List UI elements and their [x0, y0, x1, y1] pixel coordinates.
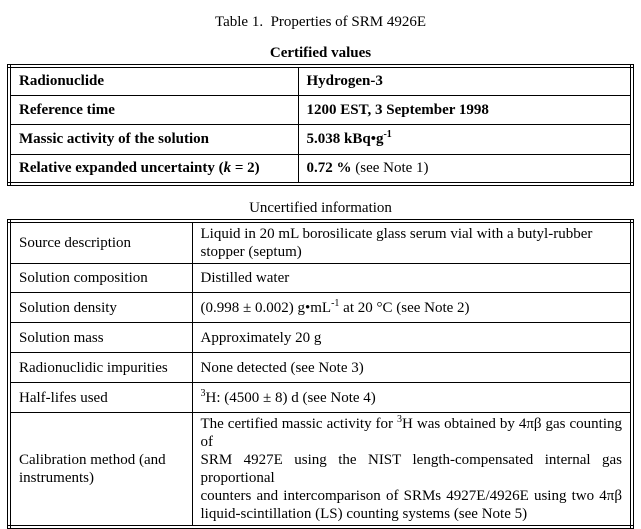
row-label: Calibration method (and instruments): [9, 413, 192, 528]
uncertified-information-heading: Uncertified information: [249, 200, 392, 216]
row-label: [9, 154, 298, 184]
row-value: [192, 221, 632, 264]
table-row: [9, 66, 632, 95]
table-row: [9, 413, 632, 528]
value-note: (see Note 1): [351, 160, 429, 177]
table-row: [9, 264, 632, 293]
row-value: [192, 383, 632, 413]
row-label: Source description: [9, 221, 192, 264]
label-text: = 2): [231, 160, 260, 177]
table-row: [9, 95, 632, 124]
row-label: Radionuclidic impurities: [9, 353, 192, 383]
superscript: 3: [200, 387, 206, 399]
row-label: Radionuclide: [9, 66, 298, 95]
table-caption: Table 1. Properties of SRM 4926E: [214, 14, 426, 30]
table-row: [9, 323, 632, 353]
row-value: [298, 124, 632, 154]
label-text: Relative expanded uncertainty (: [19, 160, 224, 177]
value-line: liquid-scintillation (LS) counting systems (see Note 5): [200, 506, 528, 522]
value-text: 0.72 %: [306, 160, 352, 177]
value-line: counters and intercomparison of SRMs 4927E/4926E using two 4πβ: [200, 488, 622, 504]
row-label: Solution density: [9, 293, 192, 323]
row-value: Hydrogen-3: [298, 66, 632, 95]
row-label: Reference time: [9, 95, 298, 124]
value-line: Liquid in 20 mL borosilicate glass serum vial with a butyl-rubber: [200, 226, 593, 242]
value-text: (0.998 ± 0.002) g•mL: [200, 299, 332, 316]
row-value: [298, 154, 632, 184]
table-row: [9, 383, 632, 413]
row-value: 1200 EST, 3 September 1998: [298, 95, 632, 124]
row-label: Solution composition: [9, 264, 192, 293]
superscript: 3: [397, 414, 403, 425]
uncertified-information-table: [7, 219, 634, 529]
row-label: Solution mass: [9, 323, 192, 353]
row-value: None detected (see Note 3): [192, 353, 632, 383]
table-row: [9, 353, 632, 383]
table-row: [9, 221, 632, 264]
value-text: The certified massic activity for: [200, 416, 398, 432]
row-value: Approximately 20 g: [192, 323, 632, 353]
row-value: Distilled water: [192, 264, 632, 293]
row-value: [192, 413, 632, 528]
value-text: H was obtained by 4πβ gas counting of: [200, 416, 622, 450]
table-row: [9, 124, 632, 154]
value-line: stopper (septum): [200, 244, 302, 260]
table-row: [9, 154, 632, 184]
superscript: -1: [331, 297, 340, 309]
row-label: Massic activity of the solution: [9, 124, 298, 154]
superscript: -1: [383, 129, 392, 140]
value-text: H: (4500 ± 8) d (see Note 4): [205, 389, 376, 406]
value-text: at 20 °C (see Note 2): [339, 299, 470, 316]
certified-values-heading: Certified values: [269, 45, 372, 61]
value-line: [201, 415, 623, 451]
row-label: Half-lifes used: [9, 383, 192, 413]
table-row: [9, 293, 632, 323]
value-text: 5.038 kBq•g: [306, 131, 384, 147]
italic-variable: k: [223, 160, 232, 177]
row-value: [192, 293, 632, 323]
certified-values-table: [7, 64, 634, 186]
value-line: SRM 4927E using the NIST length-compensated internal gas proportional: [200, 452, 622, 486]
